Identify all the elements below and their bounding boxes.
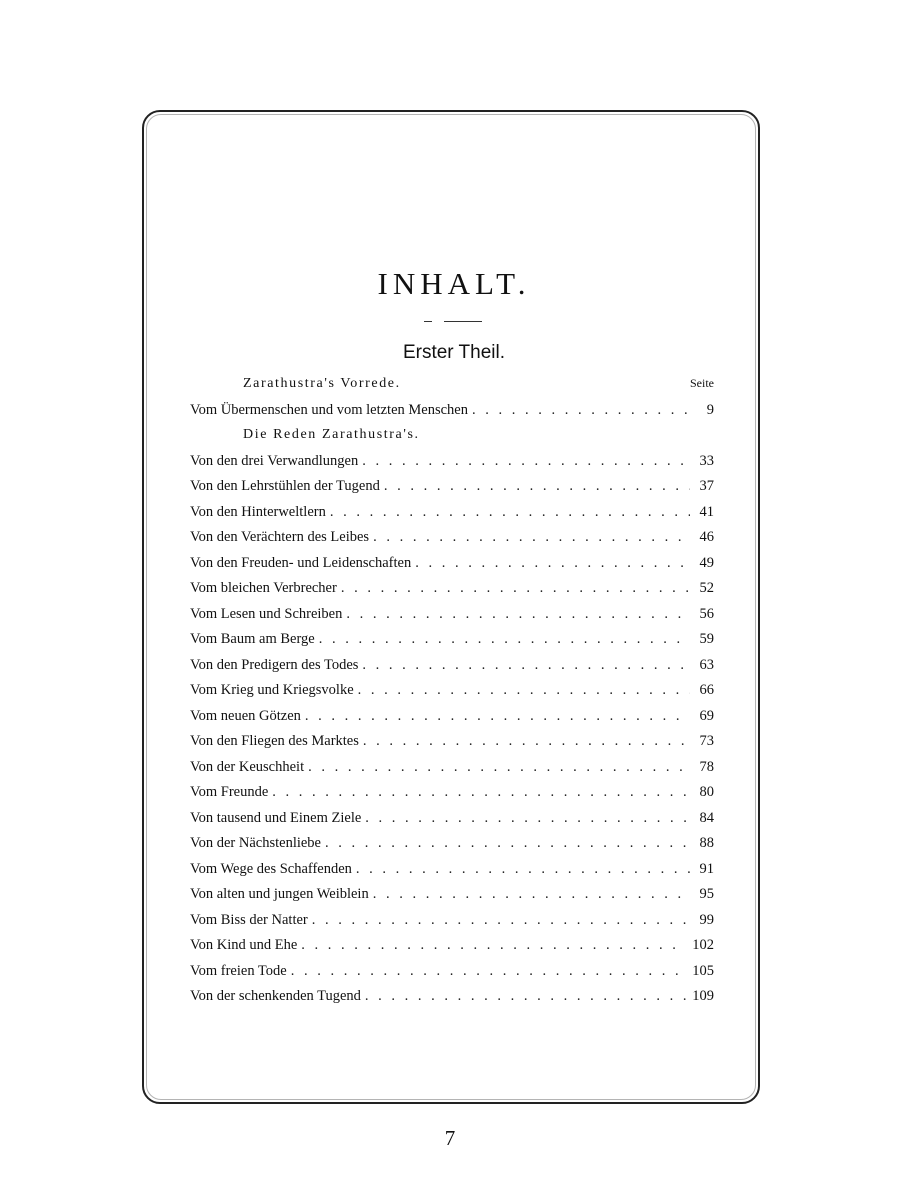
toc-leader-dots [384,478,690,495]
toc-leader-dots [373,529,690,546]
toc-entry [190,555,714,581]
toc-entry-page: 109 [692,988,714,1004]
toc-entry [190,937,714,963]
toc-entry [190,631,714,657]
toc-entry-page: 37 [699,478,714,494]
toc-entry-page: 49 [699,554,714,571]
toc-entry-label: Von den Verächtern des Leibes [190,529,370,545]
toc-entry [190,682,714,708]
toc-leader-dots [330,504,690,521]
toc-entry-page: 78 [699,758,714,775]
toc-entry-label: Vom freien Tode [190,962,287,979]
toc-entry-page: 56 [699,605,714,622]
toc-entry [190,886,714,912]
toc-entry-page: 59 [699,631,714,647]
toc-entry-page: 33 [699,452,714,469]
part-title: Erster Theil. [402,342,506,363]
toc-entry-page: 102 [692,937,714,953]
toc-leader-dots [272,784,690,801]
toc-entry [190,759,714,785]
title-rule-long [444,321,482,322]
toc-entry-label: Von den Fliegen des Marktes [190,733,359,749]
toc-entry-label: Vom Krieg und Kriegsvolke [190,682,354,698]
toc-entry-label: Von alten und jungen Weiblein [190,886,369,902]
toc-entry [190,988,714,1014]
toc-leader-dots [373,886,690,903]
toc-entry-label: Vom Wege des Schaffenden [190,860,352,877]
toc-entry [190,784,714,810]
title-rule-short [424,321,432,322]
toc-entry-page: 52 [699,580,714,596]
toc-section-heading [190,376,714,402]
toc-entry-label: Vom Freunde [190,784,269,800]
toc-entry-page: 69 [699,707,714,724]
toc-entry-page: 80 [699,784,714,800]
toc-entry [190,580,714,606]
toc-leader-dots [312,912,690,929]
toc-entry-page: 91 [699,860,714,877]
toc-entry-label: Von den Freuden- und Leidenschaften [190,554,412,571]
table-of-contents [190,376,714,1014]
toc-leader-dots [362,657,690,674]
toc-entry [190,402,714,428]
toc-entry-page: 66 [699,682,714,698]
toc-entry [190,529,714,555]
toc-entry-label: Von den Predigern des Todes [190,656,359,673]
toc-entry-page: 99 [699,911,714,928]
toc-entry [190,657,714,683]
toc-entry-label: Von der schenkenden Tugend [190,988,361,1004]
toc-entry [190,835,714,861]
toc-entry [190,963,714,989]
toc-entry [190,861,714,887]
toc-entry-label: Vom neuen Götzen [190,707,301,724]
toc-section-heading [190,427,714,453]
toc-entry [190,453,714,479]
toc-entry-label: Von Kind und Ehe [190,937,298,953]
toc-entry [190,606,714,632]
toc-entry-label: Vom Übermenschen und vom letzten Menschen [190,401,468,418]
toc-entry-label: Von der Keuschheit [190,758,305,775]
toc-entry-page: 63 [699,656,714,673]
toc-entry [190,478,714,504]
toc-entry-label: Von den drei Verwandlungen [190,452,359,469]
toc-leader-dots [305,708,690,725]
toc-entry [190,912,714,938]
toc-section-heading-label: Die Reden Zarathustra's. [243,427,420,442]
toc-entry-page: 84 [699,809,714,826]
toc-leader-dots [358,682,690,699]
toc-leader-dots [356,861,690,878]
toc-entry-label: Vom bleichen Verbrecher [190,580,337,596]
toc-entry-page: 41 [699,503,714,520]
toc-entry-page: 88 [699,835,714,851]
toc-entry-label: Vom Biss der Natter [190,911,308,928]
toc-entry [190,733,714,759]
toc-entry-label: Von der Nächstenliebe [190,835,321,851]
toc-section-heading-label: Zarathustra's Vorrede. [243,376,401,391]
page-title: INHALT. [377,266,531,301]
toc-leader-dots [308,759,690,776]
toc-entry [190,708,714,734]
toc-leader-dots [363,733,690,750]
toc-entry [190,810,714,836]
toc-leader-dots [472,402,690,419]
toc-entry-label: Von den Hinterweltlern [190,503,326,520]
toc-entry-page: 73 [699,733,714,749]
toc-entry [190,504,714,530]
page-number: 7 [444,1126,456,1150]
toc-leader-dots [341,580,690,597]
seite-label: Seite [690,376,714,390]
toc-entry-label: Vom Lesen und Schreiben [190,605,343,622]
toc-entry-label: Von tausend und Einem Ziele [190,809,362,826]
toc-entry-page: 46 [699,529,714,545]
toc-leader-dots [325,835,690,852]
toc-leader-dots [362,453,690,470]
toc-leader-dots [319,631,690,648]
toc-entry-page: 95 [699,886,714,902]
toc-leader-dots [365,810,690,827]
toc-entry-label: Vom Baum am Berge [190,631,315,647]
toc-leader-dots [291,963,687,980]
toc-entry-page: 105 [692,962,714,979]
toc-leader-dots [301,937,686,954]
toc-leader-dots [365,988,686,1005]
toc-entry-page: 9 [706,401,714,418]
toc-entry-label: Von den Lehrstühlen der Tugend [190,478,380,494]
toc-leader-dots [346,606,690,623]
toc-leader-dots [415,555,690,572]
